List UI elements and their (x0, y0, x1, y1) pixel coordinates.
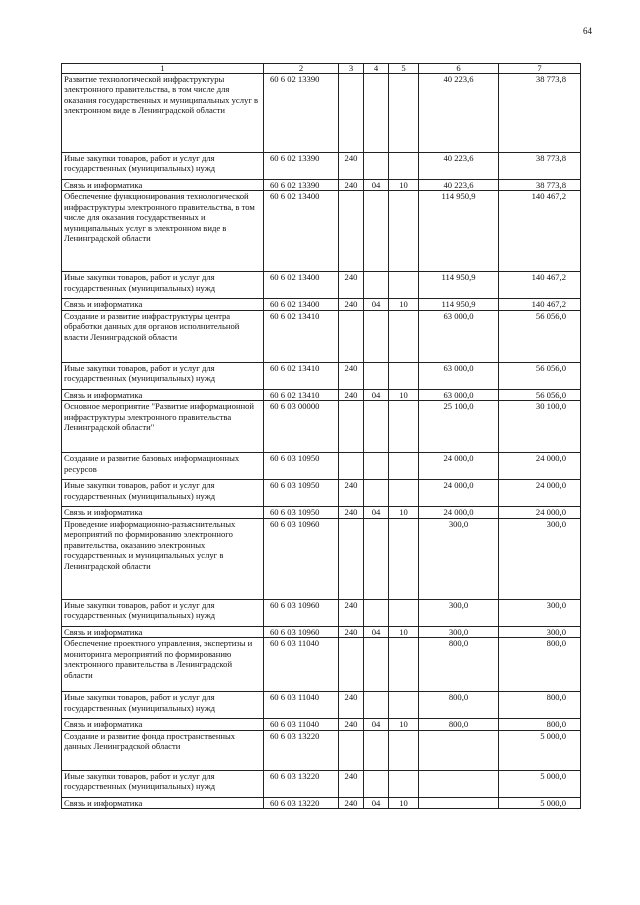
amount-year-1-cell: 800,0 (419, 719, 499, 730)
table-row (62, 599, 581, 626)
table-row (62, 453, 581, 480)
amount-year-1-cell: 25 100,0 (419, 401, 499, 453)
header-col-7: 7 (499, 64, 581, 74)
item-name-cell: Создание и развитие инфраструктуры центра обработки данных для органов исполнительной власти Ленинградской области (62, 310, 264, 362)
item-name-cell: Связь и информатика (62, 180, 264, 191)
item-name-cell: Развитие технологической инфраструктуры электронного правительства, в том числе для оказания государственных и муниципальных услуг в электронном виде в Ленинградской области (62, 74, 264, 153)
section-cell (364, 310, 389, 362)
item-name-cell: Связь и информатика (62, 507, 264, 518)
amount-year-2-cell: 38 773,8 (499, 74, 581, 153)
expense-type-cell: 240 (339, 480, 364, 507)
item-name-cell: Иные закупки товаров, работ и услуг для государственных (муниципальных) нужд (62, 362, 264, 389)
target-code-cell: 60 6 03 10950 (264, 480, 339, 507)
table-row (62, 153, 581, 180)
section-cell (364, 401, 389, 453)
amount-year-1-cell: 300,0 (419, 518, 499, 599)
header-col-4: 4 (364, 64, 389, 74)
subsection-cell: 10 (389, 626, 419, 637)
section-cell (364, 730, 389, 770)
amount-year-1-cell: 300,0 (419, 626, 499, 637)
amount-year-2-cell: 300,0 (499, 626, 581, 637)
expense-type-cell (339, 730, 364, 770)
item-name-cell: Иные закупки товаров, работ и услуг для государственных (муниципальных) нужд (62, 692, 264, 719)
target-code-cell: 60 6 03 10960 (264, 626, 339, 637)
amount-year-2-cell: 38 773,8 (499, 180, 581, 191)
amount-year-2-cell: 5 000,0 (499, 730, 581, 770)
item-name-cell: Проведение информационно-разъяснительных мероприятий по формированию электронного правительства, оказанию электронных государственных и муниципальных услуг в Ленинградской области (62, 518, 264, 599)
table-row (62, 719, 581, 730)
table-row (62, 770, 581, 797)
amount-year-1-cell: 40 223,6 (419, 153, 499, 180)
target-code-cell: 60 6 02 13410 (264, 389, 339, 400)
table-row (62, 191, 581, 272)
item-name-cell: Иные закупки товаров, работ и услуг для государственных (муниципальных) нужд (62, 480, 264, 507)
amount-year-1-cell (419, 770, 499, 797)
amount-year-1-cell: 24 000,0 (419, 507, 499, 518)
subsection-cell (389, 362, 419, 389)
section-cell (364, 599, 389, 626)
amount-year-2-cell: 800,0 (499, 692, 581, 719)
amount-year-1-cell: 24 000,0 (419, 453, 499, 480)
expense-type-cell: 240 (339, 153, 364, 180)
expense-type-cell: 240 (339, 599, 364, 626)
item-name-cell: Создание и развитие базовых информационных ресурсов (62, 453, 264, 480)
subsection-cell: 10 (389, 719, 419, 730)
section-cell (364, 153, 389, 180)
amount-year-2-cell: 140 467,2 (499, 299, 581, 310)
subsection-cell (389, 153, 419, 180)
target-code-cell: 60 6 02 13400 (264, 299, 339, 310)
table-row (62, 310, 581, 362)
section-cell (364, 74, 389, 153)
item-name-cell: Иные закупки товаров, работ и услуг для государственных (муниципальных) нужд (62, 599, 264, 626)
target-code-cell: 60 6 03 13220 (264, 797, 339, 808)
amount-year-1-cell: 63 000,0 (419, 310, 499, 362)
subsection-cell (389, 401, 419, 453)
subsection-cell: 10 (389, 299, 419, 310)
table-row (62, 74, 581, 153)
item-name-cell: Связь и информатика (62, 719, 264, 730)
target-code-cell: 60 6 03 11040 (264, 638, 339, 692)
subsection-cell (389, 730, 419, 770)
subsection-cell (389, 638, 419, 692)
amount-year-1-cell: 114 950,9 (419, 191, 499, 272)
table-row (62, 389, 581, 400)
expense-type-cell: 240 (339, 719, 364, 730)
target-code-cell: 60 6 03 13220 (264, 770, 339, 797)
amount-year-2-cell: 38 773,8 (499, 153, 581, 180)
table-row (62, 362, 581, 389)
amount-year-1-cell: 40 223,6 (419, 180, 499, 191)
amount-year-1-cell: 24 000,0 (419, 480, 499, 507)
subsection-cell (389, 453, 419, 480)
table-row (62, 299, 581, 310)
section-cell (364, 518, 389, 599)
expense-type-cell: 240 (339, 362, 364, 389)
expense-type-cell (339, 191, 364, 272)
table-row (62, 272, 581, 299)
item-name-cell: Связь и информатика (62, 299, 264, 310)
item-name-cell: Связь и информатика (62, 389, 264, 400)
amount-year-1-cell: 40 223,6 (419, 74, 499, 153)
header-row (62, 64, 581, 74)
section-cell (364, 638, 389, 692)
section-cell: 04 (364, 719, 389, 730)
target-code-cell: 60 6 02 13410 (264, 362, 339, 389)
target-code-cell: 60 6 02 13410 (264, 310, 339, 362)
amount-year-2-cell: 56 056,0 (499, 310, 581, 362)
section-cell (364, 362, 389, 389)
target-code-cell: 60 6 02 13390 (264, 74, 339, 153)
amount-year-1-cell: 800,0 (419, 692, 499, 719)
item-name-cell: Обеспечение проектного управления, экспертизы и мониторинга мероприятий по формированию электронного правительства в Ленинградской области (62, 638, 264, 692)
expense-type-cell (339, 518, 364, 599)
amount-year-1-cell (419, 730, 499, 770)
item-name-cell: Иные закупки товаров, работ и услуг для государственных (муниципальных) нужд (62, 153, 264, 180)
item-name-cell: Создание и развитие фонда пространственных данных Ленинградской области (62, 730, 264, 770)
expense-type-cell (339, 638, 364, 692)
subsection-cell (389, 480, 419, 507)
section-cell (364, 272, 389, 299)
section-cell: 04 (364, 797, 389, 808)
target-code-cell: 60 6 02 13390 (264, 180, 339, 191)
target-code-cell: 60 6 03 11040 (264, 692, 339, 719)
subsection-cell (389, 599, 419, 626)
section-cell (364, 191, 389, 272)
item-name-cell: Иные закупки товаров, работ и услуг для государственных (муниципальных) нужд (62, 770, 264, 797)
table-row (62, 518, 581, 599)
item-name-cell: Обеспечение функционирования технологической инфраструктуры электронного правительства, в том числе для оказания государственных и муниципальных услуг в электронном виде в Ленинградской области (62, 191, 264, 272)
expense-type-cell: 240 (339, 272, 364, 299)
expense-type-cell (339, 74, 364, 153)
amount-year-2-cell: 800,0 (499, 638, 581, 692)
section-cell: 04 (364, 507, 389, 518)
expense-type-cell: 240 (339, 692, 364, 719)
expense-type-cell: 240 (339, 770, 364, 797)
amount-year-1-cell: 63 000,0 (419, 389, 499, 400)
target-code-cell: 60 6 02 13400 (264, 191, 339, 272)
amount-year-2-cell: 5 000,0 (499, 770, 581, 797)
target-code-cell: 60 6 03 10960 (264, 518, 339, 599)
amount-year-2-cell: 24 000,0 (499, 453, 581, 480)
amount-year-1-cell: 800,0 (419, 638, 499, 692)
section-cell (364, 692, 389, 719)
amount-year-2-cell: 140 467,2 (499, 272, 581, 299)
subsection-cell: 10 (389, 797, 419, 808)
subsection-cell (389, 692, 419, 719)
table-row (62, 797, 581, 808)
budget-table (61, 63, 581, 809)
expense-type-cell: 240 (339, 389, 364, 400)
amount-year-2-cell: 24 000,0 (499, 480, 581, 507)
header-col-2: 2 (264, 64, 339, 74)
subsection-cell (389, 272, 419, 299)
target-code-cell: 60 6 03 00000 (264, 401, 339, 453)
table-row (62, 692, 581, 719)
expense-type-cell (339, 401, 364, 453)
header-col-1: 1 (62, 64, 264, 74)
table-row (62, 638, 581, 692)
header-col-5: 5 (389, 64, 419, 74)
subsection-cell (389, 518, 419, 599)
section-cell (364, 480, 389, 507)
expense-type-cell: 240 (339, 626, 364, 637)
amount-year-1-cell: 63 000,0 (419, 362, 499, 389)
table-row (62, 730, 581, 770)
expense-type-cell: 240 (339, 797, 364, 808)
amount-year-2-cell: 5 000,0 (499, 797, 581, 808)
expense-type-cell (339, 310, 364, 362)
table-row (62, 480, 581, 507)
subsection-cell (389, 74, 419, 153)
amount-year-1-cell (419, 797, 499, 808)
item-name-cell: Связь и информатика (62, 797, 264, 808)
page-number: 64 (583, 26, 592, 36)
amount-year-2-cell: 24 000,0 (499, 507, 581, 518)
target-code-cell: 60 6 02 13390 (264, 153, 339, 180)
amount-year-2-cell: 56 056,0 (499, 362, 581, 389)
item-name-cell: Связь и информатика (62, 626, 264, 637)
subsection-cell (389, 310, 419, 362)
table-row (62, 401, 581, 453)
header-col-6: 6 (419, 64, 499, 74)
section-cell (364, 453, 389, 480)
subsection-cell (389, 770, 419, 797)
target-code-cell: 60 6 03 11040 (264, 719, 339, 730)
expense-type-cell: 240 (339, 299, 364, 310)
amount-year-2-cell: 800,0 (499, 719, 581, 730)
target-code-cell: 60 6 03 10960 (264, 599, 339, 626)
target-code-cell: 60 6 02 13400 (264, 272, 339, 299)
target-code-cell: 60 6 03 10950 (264, 453, 339, 480)
subsection-cell: 10 (389, 180, 419, 191)
amount-year-2-cell: 300,0 (499, 599, 581, 626)
expense-type-cell: 240 (339, 507, 364, 518)
item-name-cell: Иные закупки товаров, работ и услуг для государственных (муниципальных) нужд (62, 272, 264, 299)
subsection-cell: 10 (389, 507, 419, 518)
amount-year-1-cell: 114 950,9 (419, 272, 499, 299)
subsection-cell (389, 191, 419, 272)
section-cell (364, 770, 389, 797)
item-name-cell: Основное мероприятие "Развитие информационной инфраструктуры электронного правительства Ленинградской области" (62, 401, 264, 453)
target-code-cell: 60 6 03 10950 (264, 507, 339, 518)
table-row (62, 626, 581, 637)
amount-year-2-cell: 30 100,0 (499, 401, 581, 453)
section-cell: 04 (364, 626, 389, 637)
amount-year-1-cell: 300,0 (419, 599, 499, 626)
subsection-cell: 10 (389, 389, 419, 400)
header-col-3: 3 (339, 64, 364, 74)
section-cell: 04 (364, 180, 389, 191)
target-code-cell: 60 6 03 13220 (264, 730, 339, 770)
amount-year-2-cell: 300,0 (499, 518, 581, 599)
section-cell: 04 (364, 389, 389, 400)
table-row (62, 180, 581, 191)
amount-year-2-cell: 56 056,0 (499, 389, 581, 400)
table-row (62, 507, 581, 518)
expense-type-cell: 240 (339, 180, 364, 191)
expense-type-cell (339, 453, 364, 480)
section-cell: 04 (364, 299, 389, 310)
amount-year-2-cell: 140 467,2 (499, 191, 581, 272)
amount-year-1-cell: 114 950,9 (419, 299, 499, 310)
